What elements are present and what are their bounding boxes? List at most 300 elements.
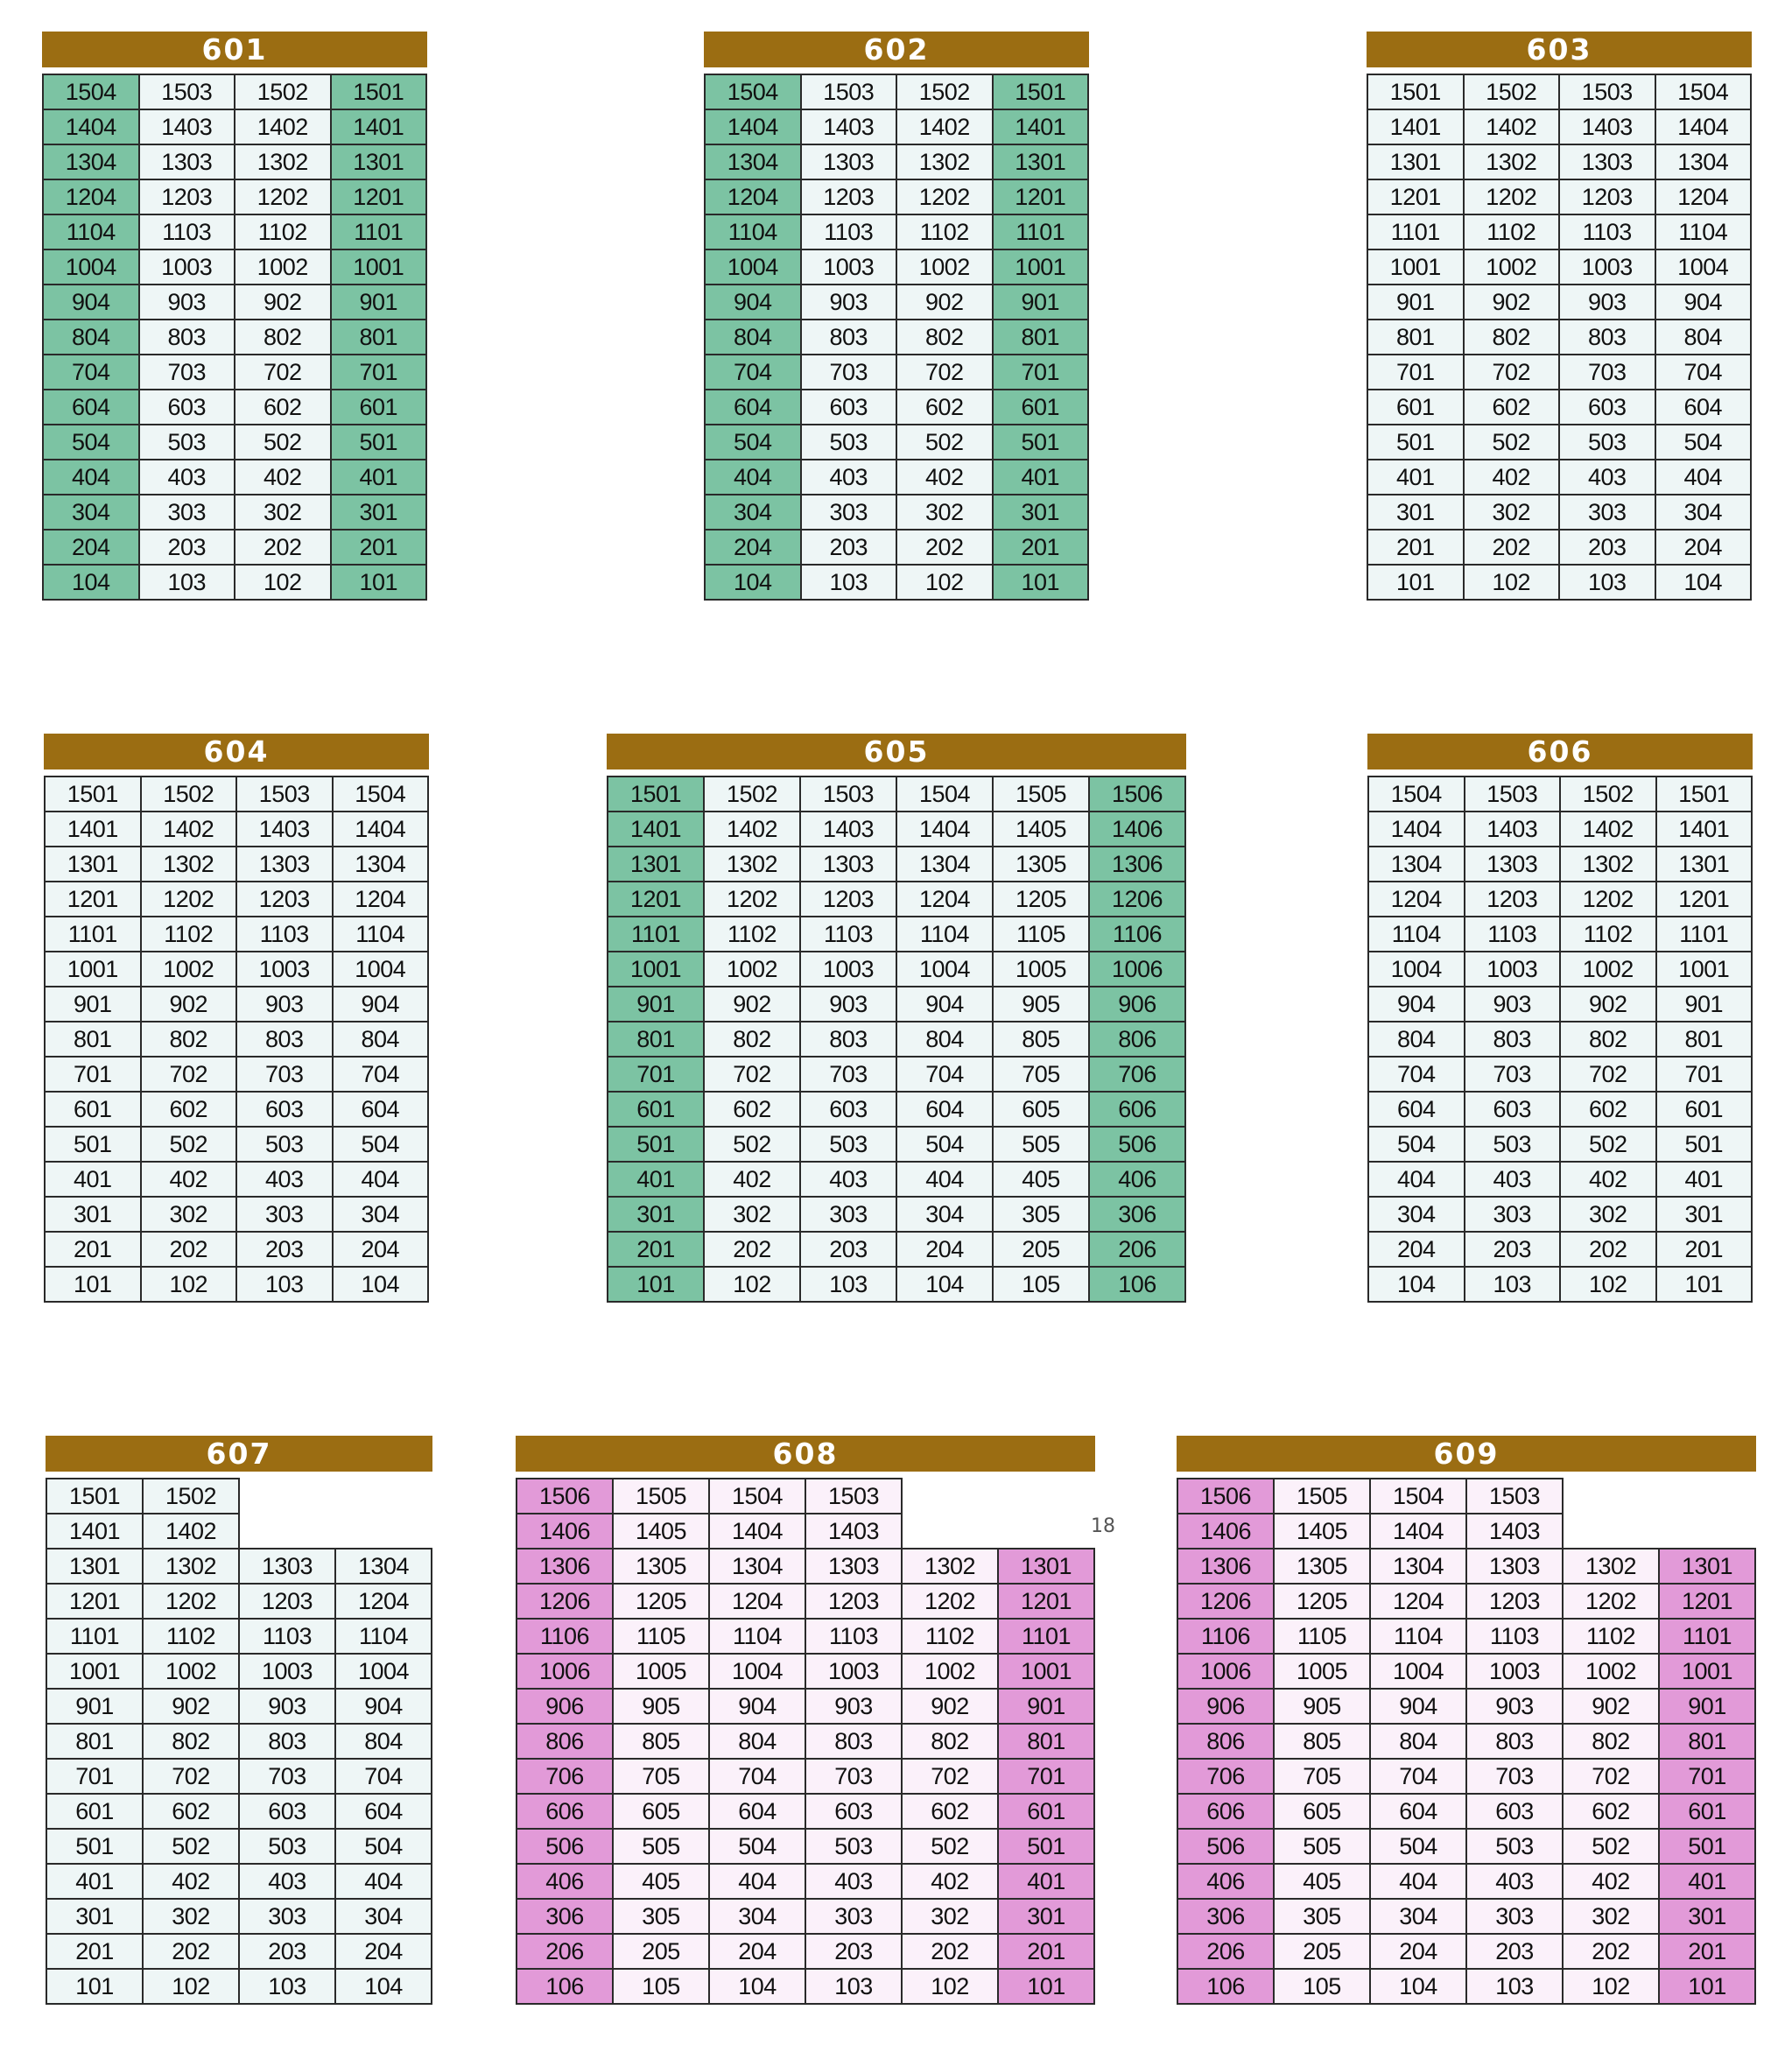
floor-row — [43, 355, 426, 390]
unit-cell: 904 — [1370, 1689, 1466, 1724]
floor-row — [46, 1829, 432, 1864]
unit-cell: 1102 — [235, 214, 331, 249]
unit-cell: 1103 — [805, 1619, 902, 1654]
unit-cell: 802 — [896, 320, 993, 355]
unit-cell: 101 — [331, 565, 427, 600]
floor-row — [1368, 812, 1752, 847]
unit-cell: 301 — [1656, 1197, 1753, 1232]
unit-cell: 1301 — [993, 144, 1089, 179]
unit-cell: 1202 — [1560, 882, 1656, 917]
unit-cell: 201 — [998, 1934, 1094, 1969]
unit-cell: 1002 — [1563, 1654, 1659, 1689]
unit-cell: 1004 — [1370, 1654, 1466, 1689]
unit-cell: 1501 — [1367, 74, 1464, 109]
unit-cell: 503 — [236, 1127, 333, 1162]
unit-cell: 1302 — [1563, 1549, 1659, 1584]
building-title: 602 — [704, 32, 1089, 67]
unit-cell: 1102 — [141, 917, 237, 952]
unit-cell: 1204 — [1368, 882, 1465, 917]
unit-cell: 301 — [45, 1197, 141, 1232]
unit-cell: 203 — [139, 530, 235, 565]
unit-cell: 102 — [235, 565, 331, 600]
unit-cell: 404 — [1370, 1864, 1466, 1899]
unit-cell: 702 — [235, 355, 331, 390]
unit-cell: 304 — [705, 495, 801, 530]
floor-row — [46, 1619, 432, 1654]
unit-cell: 1002 — [1464, 249, 1560, 285]
unit-cell: 703 — [1466, 1759, 1563, 1794]
unit-cell: 706 — [1177, 1759, 1274, 1794]
unit-cell: 503 — [801, 425, 897, 460]
unit-cell: 101 — [1367, 565, 1464, 600]
unit-cell: 404 — [1655, 460, 1752, 495]
unit-cell: 1001 — [1659, 1654, 1755, 1689]
unit-cell: 1103 — [801, 214, 897, 249]
unit-cell: 1205 — [993, 882, 1089, 917]
unit-cell: 401 — [331, 460, 427, 495]
floor-row — [1368, 1092, 1752, 1127]
floor-row — [45, 1057, 428, 1092]
floor-row — [1177, 1969, 1755, 2004]
unit-cell: 905 — [613, 1689, 709, 1724]
unit-cell: 1504 — [43, 74, 139, 109]
unit-cell: 804 — [1655, 320, 1752, 355]
unit-cell: 303 — [805, 1899, 902, 1934]
unit-cell: 801 — [46, 1724, 143, 1759]
unit-cell: 1004 — [1655, 249, 1752, 285]
unit-cell: 904 — [1655, 285, 1752, 320]
empty-cell — [335, 1479, 432, 1514]
unit-cell: 1104 — [43, 214, 139, 249]
floor-row — [705, 355, 1088, 390]
unit-cell: 104 — [1368, 1267, 1465, 1302]
unit-cell: 102 — [896, 565, 993, 600]
empty-cell — [1563, 1514, 1659, 1549]
unit-cell: 1002 — [1560, 952, 1656, 987]
unit-cell: 1004 — [333, 952, 429, 987]
unit-cell: 204 — [1368, 1232, 1465, 1267]
floor-row — [45, 1197, 428, 1232]
unit-cell: 202 — [902, 1934, 998, 1969]
unit-cell: 701 — [46, 1759, 143, 1794]
unit-cell: 302 — [141, 1197, 237, 1232]
unit-cell: 803 — [1466, 1724, 1563, 1759]
unit-cell: 1101 — [608, 917, 704, 952]
unit-cell: 101 — [1656, 1267, 1753, 1302]
unit-cell: 1404 — [1368, 812, 1465, 847]
unit-cell: 905 — [993, 987, 1089, 1022]
floor-row — [1367, 249, 1751, 285]
floor-row — [517, 1794, 1094, 1829]
unit-cell: 203 — [239, 1934, 335, 1969]
building-title: 608 — [516, 1436, 1095, 1472]
unit-cell: 1003 — [236, 952, 333, 987]
unit-cell: 1401 — [993, 109, 1089, 144]
unit-cell: 503 — [1559, 425, 1655, 460]
unit-cell: 1301 — [1367, 144, 1464, 179]
unit-cell: 401 — [1659, 1864, 1755, 1899]
unit-cell: 904 — [333, 987, 429, 1022]
unit-cell: 1206 — [1177, 1584, 1274, 1619]
unit-cell: 401 — [46, 1864, 143, 1899]
unit-cell: 302 — [1560, 1197, 1656, 1232]
unit-cell: 505 — [1274, 1829, 1370, 1864]
unit-cell: 1101 — [331, 214, 427, 249]
unit-cell: 303 — [1466, 1899, 1563, 1934]
floor-row — [1177, 1934, 1755, 1969]
unit-cell: 1302 — [704, 847, 800, 882]
unit-cell: 203 — [800, 1232, 896, 1267]
floor-row — [43, 179, 426, 214]
floor-row — [45, 1022, 428, 1057]
unit-cell: 1201 — [45, 882, 141, 917]
unit-cell: 1505 — [1274, 1479, 1370, 1514]
floor-row — [517, 1864, 1094, 1899]
unit-cell: 103 — [239, 1969, 335, 2004]
unit-cell: 1501 — [608, 777, 704, 812]
unit-cell: 1306 — [517, 1549, 613, 1584]
floor-row — [1368, 1127, 1752, 1162]
unit-cell: 1303 — [1559, 144, 1655, 179]
floor-row — [1367, 74, 1751, 109]
unit-cell: 902 — [143, 1689, 239, 1724]
unit-cell: 1203 — [805, 1584, 902, 1619]
unit-cell: 403 — [800, 1162, 896, 1197]
unit-cell: 1202 — [1464, 179, 1560, 214]
unit-cell: 603 — [1559, 390, 1655, 425]
unit-cell: 604 — [1368, 1092, 1465, 1127]
unit-cell: 101 — [45, 1267, 141, 1302]
unit-cell: 702 — [141, 1057, 237, 1092]
unit-cell: 802 — [902, 1724, 998, 1759]
unit-cell: 1004 — [896, 952, 993, 987]
floor-row — [608, 882, 1185, 917]
unit-cell: 506 — [517, 1829, 613, 1864]
unit-cell: 104 — [896, 1267, 993, 1302]
floor-row — [705, 530, 1088, 565]
unit-cell: 1301 — [331, 144, 427, 179]
unit-cell: 604 — [333, 1092, 429, 1127]
unit-cell: 904 — [1368, 987, 1465, 1022]
unit-cell: 1102 — [704, 917, 800, 952]
unit-cell: 906 — [517, 1689, 613, 1724]
unit-cell: 1501 — [45, 777, 141, 812]
building-title: 607 — [46, 1436, 432, 1472]
unit-cell: 1301 — [998, 1549, 1094, 1584]
unit-cell: 704 — [1655, 355, 1752, 390]
unit-cell: 605 — [613, 1794, 709, 1829]
unit-cell: 1404 — [43, 109, 139, 144]
unit-cell: 1303 — [805, 1549, 902, 1584]
unit-cell: 1103 — [1466, 1619, 1563, 1654]
unit-cell: 1004 — [43, 249, 139, 285]
unit-cell: 1104 — [1368, 917, 1465, 952]
unit-cell: 904 — [896, 987, 993, 1022]
unit-grid — [46, 1478, 432, 2005]
unit-cell: 505 — [613, 1829, 709, 1864]
unit-cell: 102 — [143, 1969, 239, 2004]
floor-row — [1177, 1514, 1755, 1549]
unit-cell: 1201 — [993, 179, 1089, 214]
unit-cell: 701 — [608, 1057, 704, 1092]
unit-cell: 503 — [800, 1127, 896, 1162]
unit-cell: 203 — [805, 1934, 902, 1969]
unit-cell: 106 — [517, 1969, 613, 2004]
floor-row — [1177, 1619, 1755, 1654]
unit-cell: 804 — [333, 1022, 429, 1057]
floor-row — [517, 1724, 1094, 1759]
unit-cell: 1001 — [1656, 952, 1753, 987]
unit-cell: 1304 — [1368, 847, 1465, 882]
unit-cell: 702 — [143, 1759, 239, 1794]
unit-cell: 804 — [705, 320, 801, 355]
unit-cell: 602 — [141, 1092, 237, 1127]
unit-cell: 304 — [1655, 495, 1752, 530]
unit-cell: 1204 — [709, 1584, 805, 1619]
unit-cell: 403 — [805, 1864, 902, 1899]
floor-row — [608, 917, 1185, 952]
unit-cell: 601 — [608, 1092, 704, 1127]
floor-row — [1368, 882, 1752, 917]
unit-cell: 1005 — [1274, 1654, 1370, 1689]
unit-cell: 206 — [1177, 1934, 1274, 1969]
unit-cell: 1102 — [1560, 917, 1656, 952]
unit-cell: 405 — [613, 1864, 709, 1899]
unit-cell: 1104 — [705, 214, 801, 249]
floor-row — [45, 1092, 428, 1127]
unit-cell: 1003 — [800, 952, 896, 987]
unit-cell: 204 — [1655, 530, 1752, 565]
floor-row — [45, 1267, 428, 1302]
floor-row — [517, 1479, 1094, 1514]
floor-row — [43, 460, 426, 495]
unit-cell: 1402 — [143, 1514, 239, 1549]
unit-cell: 1103 — [1465, 917, 1561, 952]
unit-cell: 1503 — [1559, 74, 1655, 109]
unit-cell: 1204 — [1370, 1584, 1466, 1619]
unit-cell: 906 — [1177, 1689, 1274, 1724]
unit-cell: 506 — [1089, 1127, 1185, 1162]
unit-cell: 204 — [896, 1232, 993, 1267]
unit-cell: 1306 — [1177, 1549, 1274, 1584]
floor-row — [705, 249, 1088, 285]
floor-row — [1367, 144, 1751, 179]
unit-cell: 1301 — [1656, 847, 1753, 882]
unit-cell: 903 — [1466, 1689, 1563, 1724]
unit-cell: 702 — [1560, 1057, 1656, 1092]
unit-cell: 403 — [139, 460, 235, 495]
unit-cell: 1302 — [235, 144, 331, 179]
unit-cell: 704 — [705, 355, 801, 390]
unit-cell: 1201 — [998, 1584, 1094, 1619]
unit-cell: 304 — [333, 1197, 429, 1232]
unit-cell: 1506 — [1177, 1479, 1274, 1514]
floor-row — [46, 1689, 432, 1724]
unit-cell: 701 — [1367, 355, 1464, 390]
floor-row — [46, 1549, 432, 1584]
floor-row — [1368, 1197, 1752, 1232]
unit-cell: 1504 — [1368, 777, 1465, 812]
floor-row — [608, 777, 1185, 812]
unit-cell: 1502 — [1560, 777, 1656, 812]
unit-cell: 503 — [805, 1829, 902, 1864]
floor-row — [45, 917, 428, 952]
floor-row — [1368, 1022, 1752, 1057]
unit-cell: 1203 — [1466, 1584, 1563, 1619]
unit-cell: 203 — [801, 530, 897, 565]
unit-cell: 504 — [1370, 1829, 1466, 1864]
unit-cell: 205 — [993, 1232, 1089, 1267]
unit-cell: 1203 — [1465, 882, 1561, 917]
unit-cell: 704 — [335, 1759, 432, 1794]
unit-cell: 1405 — [1274, 1514, 1370, 1549]
unit-cell: 806 — [517, 1724, 613, 1759]
unit-cell: 501 — [608, 1127, 704, 1162]
unit-cell: 604 — [709, 1794, 805, 1829]
unit-cell: 1001 — [608, 952, 704, 987]
empty-cell — [1659, 1514, 1755, 1549]
unit-cell: 604 — [1655, 390, 1752, 425]
floor-row — [608, 1162, 1185, 1197]
unit-cell: 1104 — [896, 917, 993, 952]
floor-row — [1367, 355, 1751, 390]
unit-cell: 902 — [902, 1689, 998, 1724]
floor-row — [46, 1864, 432, 1899]
unit-cell: 902 — [1560, 987, 1656, 1022]
unit-cell: 903 — [139, 285, 235, 320]
floor-row — [46, 1514, 432, 1549]
unit-cell: 301 — [608, 1197, 704, 1232]
unit-cell: 1006 — [1089, 952, 1185, 987]
unit-cell: 101 — [608, 1267, 704, 1302]
unit-cell: 602 — [896, 390, 993, 425]
unit-cell: 704 — [333, 1057, 429, 1092]
unit-cell: 1202 — [704, 882, 800, 917]
floor-row — [608, 1127, 1185, 1162]
unit-cell: 103 — [1466, 1969, 1563, 2004]
unit-cell: 901 — [1656, 987, 1753, 1022]
floor-row — [45, 882, 428, 917]
unit-cell: 104 — [1370, 1969, 1466, 2004]
stray-pen-mark: 18 — [1091, 1515, 1115, 1537]
building-title: 605 — [607, 734, 1186, 769]
unit-cell: 1301 — [45, 847, 141, 882]
unit-cell: 1503 — [139, 74, 235, 109]
unit-cell: 1401 — [45, 812, 141, 847]
unit-cell: 804 — [1368, 1022, 1465, 1057]
unit-cell: 303 — [800, 1197, 896, 1232]
unit-cell: 1201 — [331, 179, 427, 214]
unit-cell: 802 — [1563, 1724, 1659, 1759]
floor-row — [46, 1479, 432, 1514]
unit-cell: 503 — [139, 425, 235, 460]
unit-cell: 503 — [1466, 1829, 1563, 1864]
unit-cell: 503 — [1465, 1127, 1561, 1162]
unit-cell: 1206 — [517, 1584, 613, 1619]
unit-cell: 202 — [141, 1232, 237, 1267]
floor-row — [45, 952, 428, 987]
unit-grid — [1177, 1478, 1756, 2005]
unit-cell: 1402 — [896, 109, 993, 144]
unit-cell: 1001 — [331, 249, 427, 285]
unit-cell: 203 — [1466, 1934, 1563, 1969]
unit-cell: 703 — [805, 1759, 902, 1794]
unit-cell: 1001 — [45, 952, 141, 987]
unit-cell: 401 — [45, 1162, 141, 1197]
unit-cell: 902 — [704, 987, 800, 1022]
unit-cell: 1503 — [805, 1479, 902, 1514]
unit-cell: 1201 — [46, 1584, 143, 1619]
floor-row — [1177, 1479, 1755, 1514]
unit-cell: 504 — [335, 1829, 432, 1864]
unit-cell: 102 — [1560, 1267, 1656, 1302]
unit-cell: 1005 — [613, 1654, 709, 1689]
unit-cell: 1303 — [236, 847, 333, 882]
unit-cell: 1203 — [236, 882, 333, 917]
floor-row — [517, 1619, 1094, 1654]
unit-cell: 1001 — [998, 1654, 1094, 1689]
unit-cell: 701 — [45, 1057, 141, 1092]
floor-row — [1368, 987, 1752, 1022]
unit-cell: 601 — [46, 1794, 143, 1829]
floor-row — [1368, 1267, 1752, 1302]
unit-cell: 501 — [998, 1829, 1094, 1864]
unit-cell: 101 — [993, 565, 1089, 600]
unit-cell: 801 — [998, 1724, 1094, 1759]
floor-row — [1367, 530, 1751, 565]
unit-cell: 503 — [239, 1829, 335, 1864]
floor-row — [43, 109, 426, 144]
unit-cell: 1501 — [1656, 777, 1753, 812]
floor-row — [705, 144, 1088, 179]
unit-cell: 402 — [143, 1864, 239, 1899]
unit-cell: 1401 — [1367, 109, 1464, 144]
unit-cell: 606 — [517, 1794, 613, 1829]
unit-cell: 1302 — [1464, 144, 1560, 179]
unit-cell: 1101 — [993, 214, 1089, 249]
unit-cell: 501 — [45, 1127, 141, 1162]
floor-row — [43, 390, 426, 425]
unit-grid — [607, 776, 1186, 1303]
unit-cell: 1402 — [704, 812, 800, 847]
unit-cell: 702 — [1563, 1759, 1659, 1794]
unit-cell: 1403 — [1559, 109, 1655, 144]
unit-cell: 701 — [993, 355, 1089, 390]
unit-cell: 1302 — [902, 1549, 998, 1584]
unit-cell: 1504 — [705, 74, 801, 109]
unit-cell: 803 — [800, 1022, 896, 1057]
unit-cell: 1502 — [704, 777, 800, 812]
unit-cell: 1104 — [333, 917, 429, 952]
unit-cell: 206 — [1089, 1232, 1185, 1267]
unit-cell: 904 — [705, 285, 801, 320]
building-title: 603 — [1367, 32, 1752, 67]
unit-cell: 1104 — [335, 1619, 432, 1654]
unit-cell: 501 — [1659, 1829, 1755, 1864]
unit-cell: 1003 — [139, 249, 235, 285]
unit-grid — [704, 74, 1089, 601]
unit-grid — [1367, 776, 1753, 1303]
unit-cell: 1303 — [239, 1549, 335, 1584]
unit-cell: 903 — [800, 987, 896, 1022]
unit-cell: 1103 — [236, 917, 333, 952]
unit-cell: 1205 — [1274, 1584, 1370, 1619]
floor-row — [517, 1969, 1094, 2004]
floor-row — [43, 530, 426, 565]
floor-row — [517, 1899, 1094, 1934]
unit-cell: 402 — [1563, 1864, 1659, 1899]
unit-cell: 1105 — [613, 1619, 709, 1654]
